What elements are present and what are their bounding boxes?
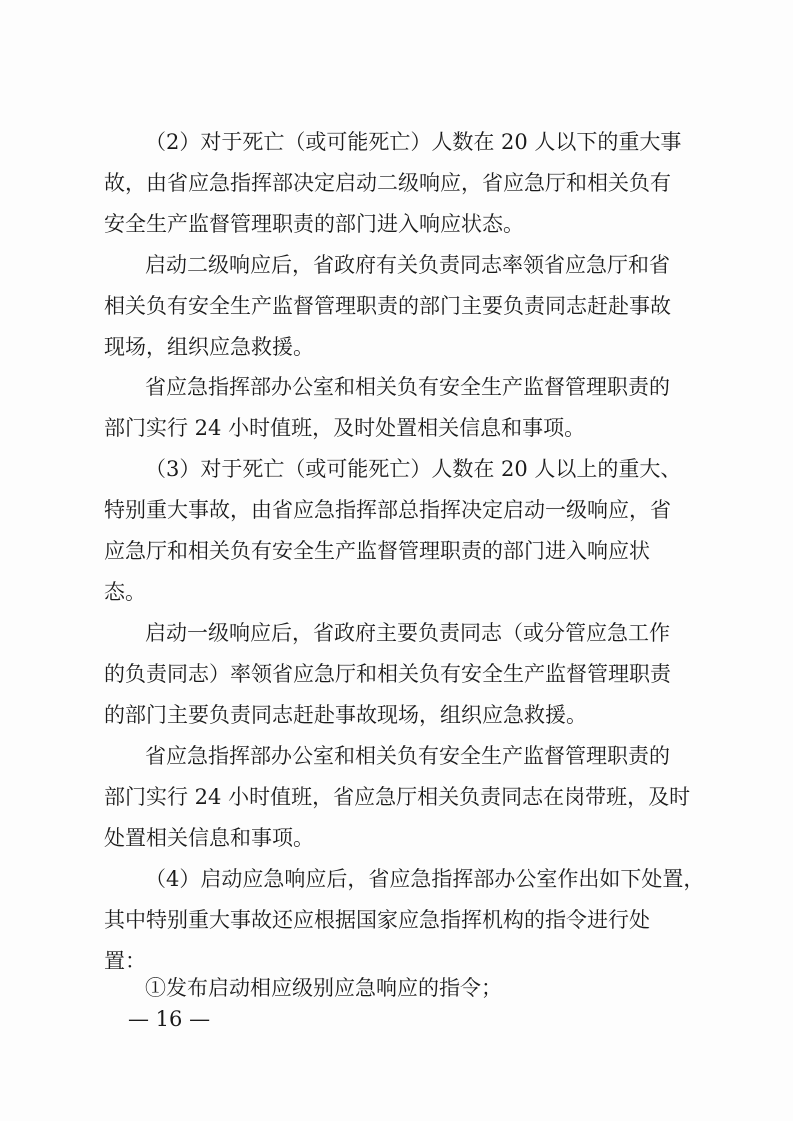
text-line: （2）对于死亡（或可能死亡）人数在 20 人以下的重大事 [145,130,682,154]
text-line: 特别重大事故，由省应急指挥部总指挥决定启动一级响应，省 [104,498,671,522]
text-line: 的部门主要负责同志赶赴事故现场，组织应急救援。 [104,703,587,727]
text-line: ①发布启动相应级别应急响应的指令； [145,976,502,1000]
text-line: 部门实行 24 小时值班，及时处置相关信息和事项。 [104,416,586,440]
text-line: 启动一级响应后，省政府主要负责同志（或分管应急工作 [145,621,670,645]
text-line: （4）启动应急响应后，省应急指挥部办公室作出如下处置， [145,867,705,891]
text-line: 省应急指挥部办公室和相关负有安全生产监督管理职责的 [145,744,670,768]
text-line: 态。 [104,580,146,604]
text-line: 安全生产监督管理职责的部门进入响应状态。 [104,212,524,236]
text-line: 应急厅和相关负有安全生产监督管理职责的部门进入响应状 [104,539,650,563]
text-line: 相关负有安全生产监督管理职责的部门主要负责同志赶赴事故 [104,294,671,318]
text-line: 现场，组织应急救援。 [104,335,314,359]
text-line: 置： [104,949,146,973]
text-line: 处置相关信息和事项。 [104,826,314,850]
text-line: 故，由省应急指挥部决定启动二级响应，省应急厅和相关负有 [104,171,671,195]
text-line: 部门实行 24 小时值班，省应急厅相关负责同志在岗带班，及时 [104,785,691,809]
text-line: 省应急指挥部办公室和相关负有安全生产监督管理职责的 [145,375,670,399]
text-line: 其中特别重大事故还应根据国家应急指挥机构的指令进行处 [104,908,650,932]
text-line: （3）对于死亡（或可能死亡）人数在 20 人以上的重大、 [145,457,682,481]
text-line: 的负责同志）率领省应急厅和相关负有安全生产监督管理职责 [104,662,671,686]
text-line: 启动二级响应后，省政府有关负责同志率领省应急厅和省 [145,253,670,277]
page-number: — 16 — [128,1007,211,1031]
